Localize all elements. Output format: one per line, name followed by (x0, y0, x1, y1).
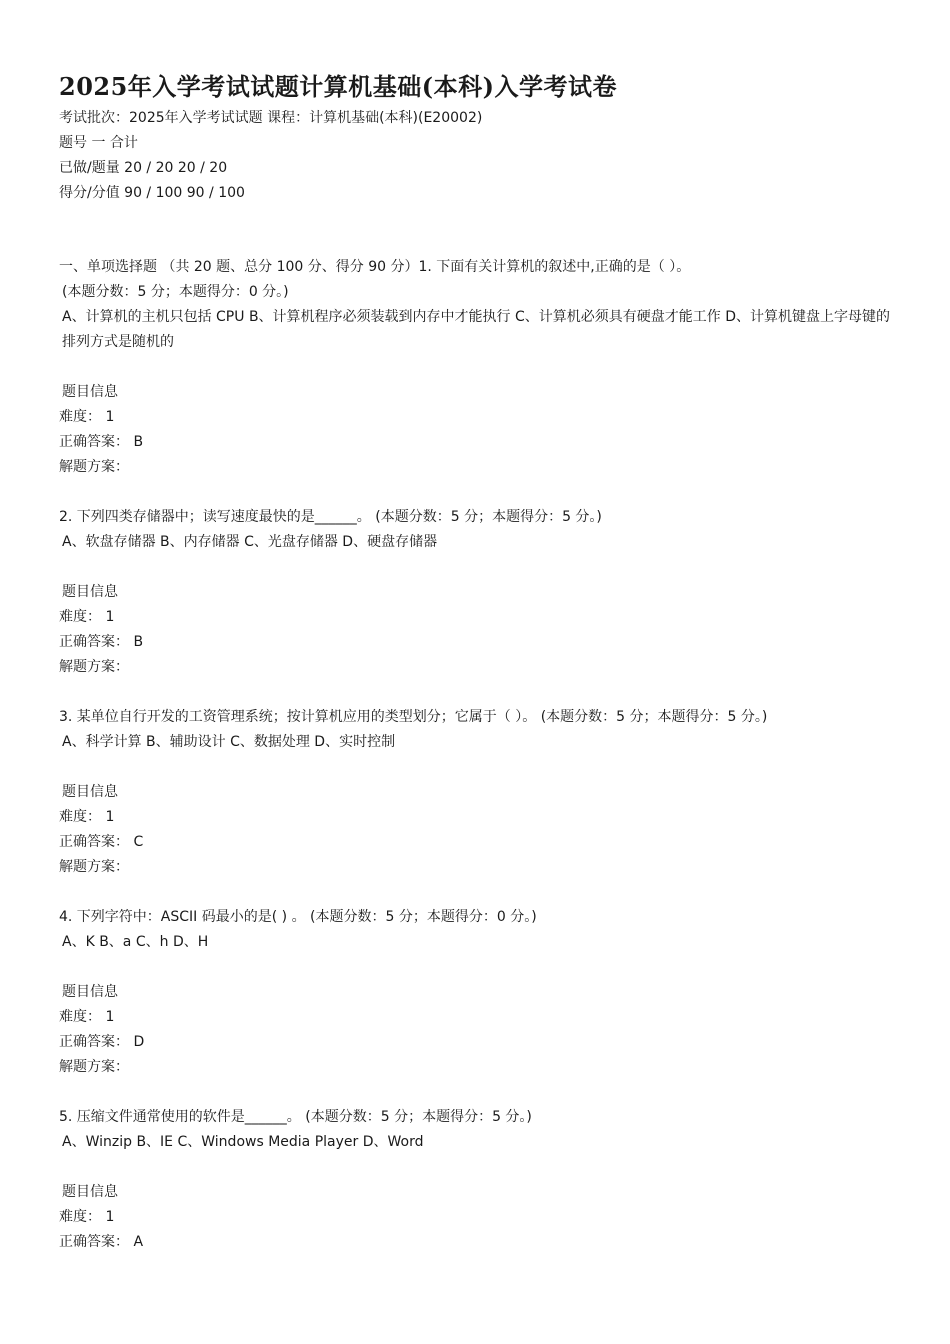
spacer (59, 1155, 895, 1180)
spacer (59, 880, 895, 905)
question-options: A、科学计算 B、辅助设计 C、数据处理 D、实时控制 (62, 734, 396, 750)
question-info-label: 题目信息 (62, 984, 118, 1000)
spacer (59, 680, 895, 705)
question-info-label: 题目信息 (62, 584, 118, 600)
page-title: 2025年入学考试试题计算机基础(本科)入学考试卷 (59, 72, 618, 101)
question-difficulty: 难度： 1 (59, 809, 115, 825)
question-5 (59, 1105, 895, 1255)
question-answer: 正确答案： C (59, 834, 144, 850)
question-solution: 解题方案： (59, 859, 129, 875)
question-1 (59, 255, 895, 480)
summary-score-row: 得分/分值 90 / 100 90 / 100 (59, 185, 245, 201)
question-difficulty: 难度： 1 (59, 1009, 115, 1025)
question-4 (59, 905, 895, 1080)
spacer (59, 955, 895, 980)
question-2 (59, 505, 895, 680)
question-answer: 正确答案： A (59, 1234, 144, 1250)
question-solution: 解题方案： (59, 659, 129, 675)
question-solution: 解题方案： (59, 459, 129, 475)
question-difficulty: 难度： 1 (59, 409, 115, 425)
spacer (59, 1080, 895, 1105)
question-score-note: (本题分数：5 分；本题得分：0 分。) (62, 284, 289, 300)
question-answer: 正确答案： B (59, 634, 144, 650)
question-3 (59, 705, 895, 880)
spacer (59, 480, 895, 505)
question-answer: 正确答案： D (59, 1034, 145, 1050)
question-stem: 5. 压缩文件通常使用的软件是______。 (本题分数：5 分；本题得分：5 分。) (59, 1109, 532, 1125)
question-stem: 3. 某单位自行开发的工资管理系统；按计算机应用的类型划分；它属于（ ）。 (本题分数：5 分；本题得分：5 分。) (59, 709, 768, 725)
question-answer: 正确答案： B (59, 434, 144, 450)
question-stem: 2. 下列四类存储器中；读写速度最快的是______。 (本题分数：5 分；本题得分：5 分。) (59, 509, 602, 525)
question-options: A、软盘存储器 B、内存储器 C、光盘存储器 D、硬盘存储器 (62, 534, 438, 550)
question-difficulty: 难度： 1 (59, 1209, 115, 1225)
question-difficulty: 难度： 1 (59, 609, 115, 625)
question-info-label: 题目信息 (62, 784, 118, 800)
spacer (59, 206, 895, 255)
question-options: A、计算机的主机只包括 CPU B、计算机程序必须装载到内存中才能执行 C、计算机必须具有硬盘才能工作 D、计算机键盘上字母键的排列方式是随机的 (62, 309, 890, 350)
question-info-label: 题目信息 (62, 384, 118, 400)
batch-course-line: 考试批次：2025年入学考试试题 课程：计算机基础(本科)(E20002) (59, 110, 483, 126)
spacer (59, 755, 895, 780)
question-options: A、Winzip B、IE C、Windows Media Player D、Word (62, 1134, 424, 1150)
spacer (59, 555, 895, 580)
spacer (59, 355, 895, 380)
question-options: A、K B、a C、h D、H (62, 934, 209, 950)
summary-done-row: 已做/题量 20 / 20 20 / 20 (59, 160, 228, 176)
summary-header-row: 题号 一 合计 (59, 135, 138, 151)
question-info-label: 题目信息 (62, 1184, 118, 1200)
question-stem: 4. 下列字符中：ASCII 码最小的是( ) 。 (本题分数：5 分；本题得分：0 分。) (59, 909, 537, 925)
question-solution: 解题方案： (59, 1059, 129, 1075)
exam-document (59, 68, 895, 1255)
question-stem: 一、单项选择题 （共 20 题、总分 100 分、得分 90 分）1. 下面有关计算机的叙述中,正确的是（ ）。 (59, 259, 691, 275)
